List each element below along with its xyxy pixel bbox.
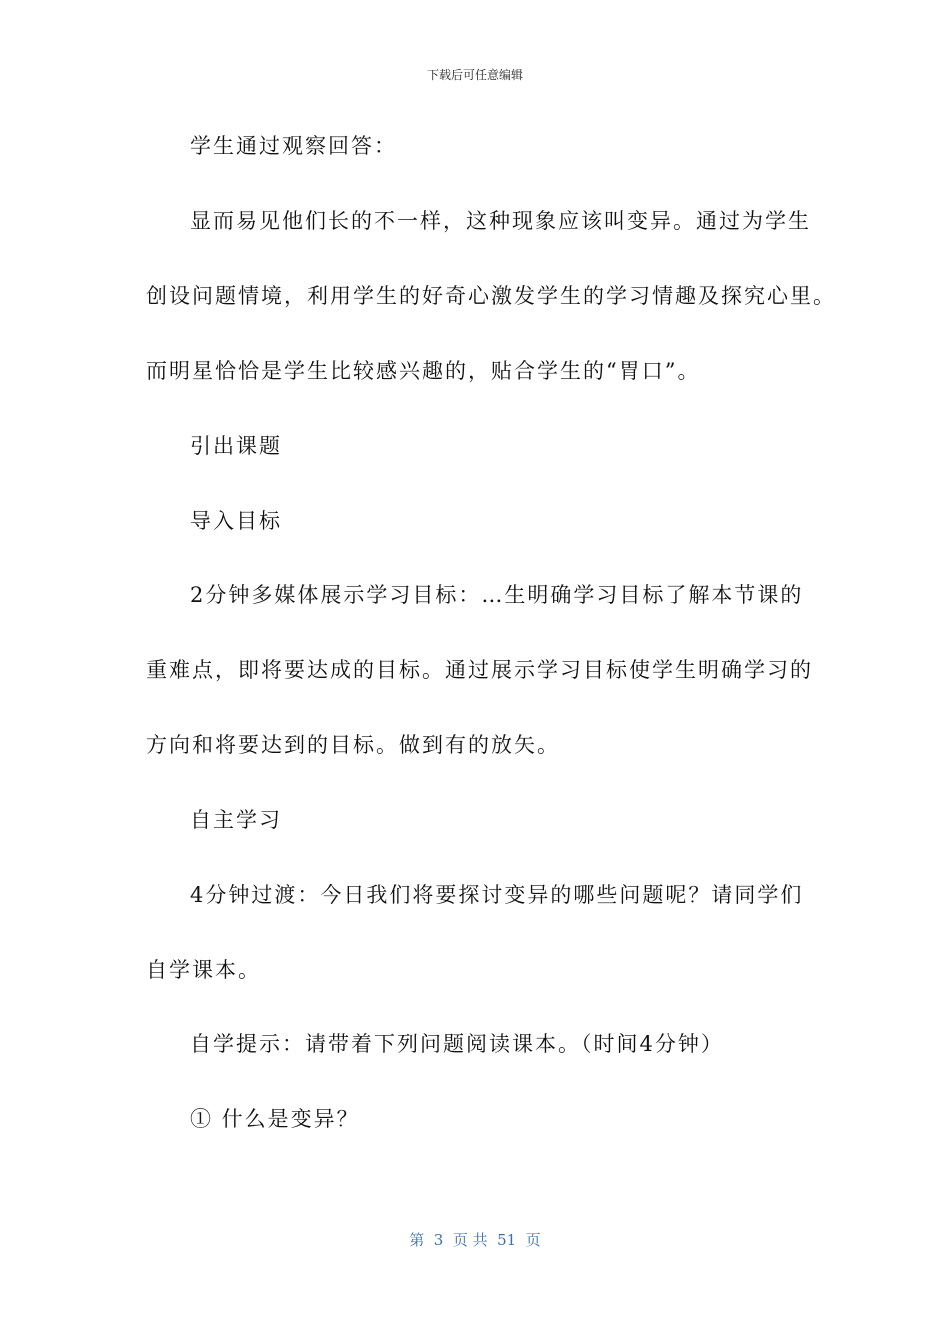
text-line-13: 自学提示：请带着下列问题阅读课本。（时间4分钟） bbox=[190, 1032, 724, 1056]
text-line-3: 创设问题情境，利用学生的好奇心激发学生的学习情趣及探究心里。 bbox=[146, 284, 836, 308]
text-line-2: 显而易见他们长的不一样，这种现象应该叫变异。通过为学生 bbox=[190, 209, 811, 233]
text-line-5: 引出课题 bbox=[190, 434, 282, 458]
text-line-1: 学生通过观察回答： bbox=[190, 134, 397, 158]
text-line-8: 重难点，即将要达成的目标。通过展示学习目标使学生明确学习的 bbox=[146, 658, 813, 682]
text-line-9: 方向和将要达到的目标。做到有的放矢。 bbox=[146, 733, 560, 757]
text-line-10: 自主学习 bbox=[190, 808, 282, 832]
text-line-11: 4分钟过渡：今日我们将要探讨变异的哪些问题呢？请同学们 bbox=[190, 883, 804, 907]
text-line-12: 自学课本。 bbox=[146, 958, 261, 982]
page-header: 下载后可任意编辑 bbox=[426, 68, 523, 82]
text-line-6: 导入目标 bbox=[190, 509, 282, 533]
text-line-7: 2分钟多媒体展示学习目标：…生明确学习目标了解本节课的 bbox=[190, 583, 804, 607]
text-line-4: 而明星恰恰是学生比较感兴趣的，贴合学生的“胃口”。 bbox=[146, 359, 701, 383]
page-footer: 第 3 页 共 51 页 bbox=[409, 1231, 541, 1249]
text-line-14: ① 什么是变异？ bbox=[190, 1107, 360, 1131]
